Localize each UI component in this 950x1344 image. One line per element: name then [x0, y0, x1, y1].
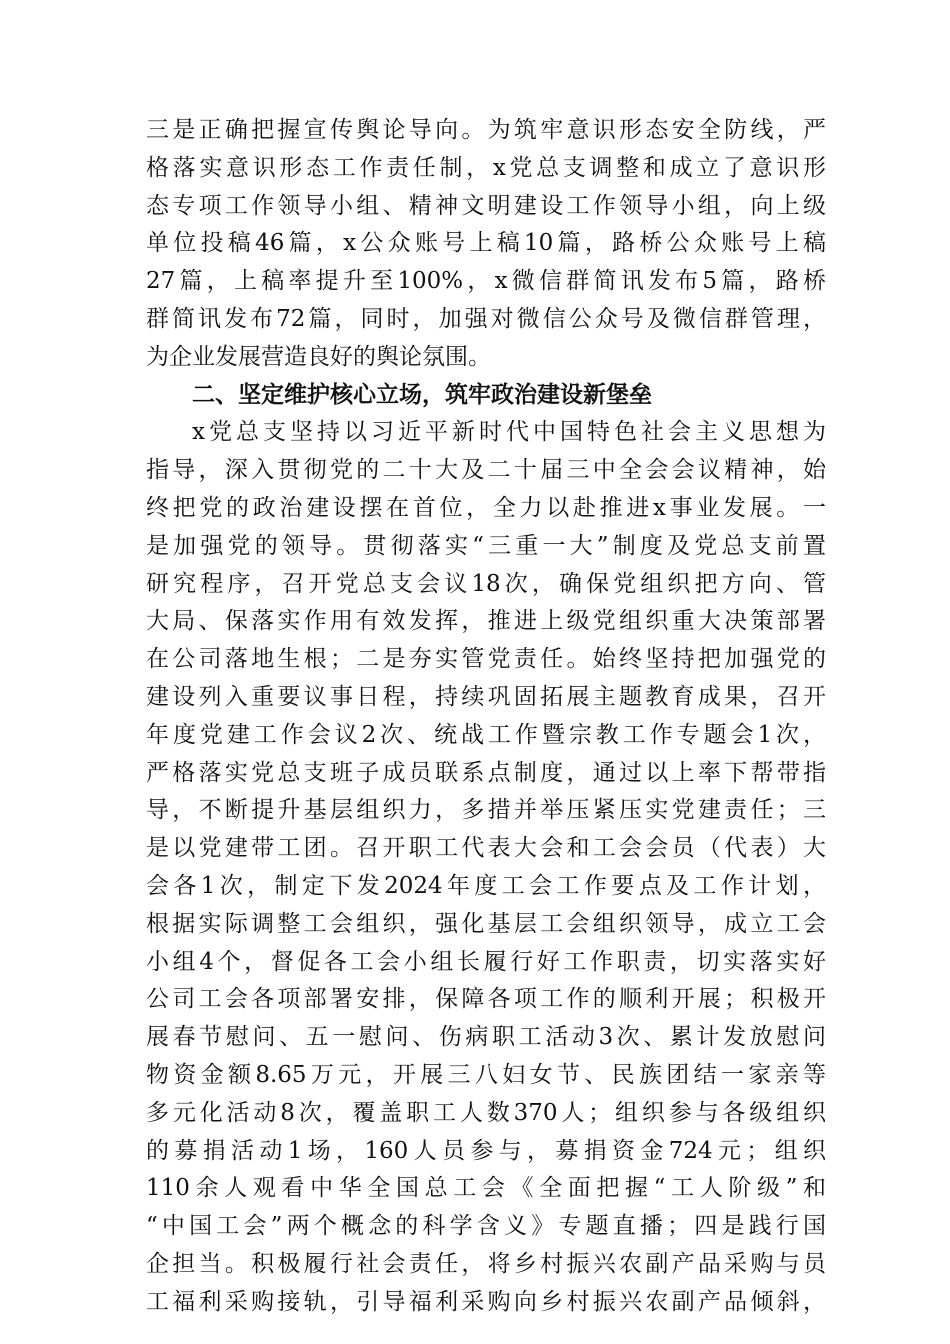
text-line: 研究程序，召开党总支会议18次，确保党组织把方向、管 — [146, 570, 826, 597]
text-line: 多元化活动8次，覆盖职工人数370人；组织参与各级组织 — [146, 1099, 826, 1126]
document-body — [146, 112, 826, 1322]
text-line: 的募捐活动1场，160人员参与，募捐资金724元；组织 — [146, 1137, 826, 1164]
text-line: 是加强党的领导。贯彻落实“三重一大”制度及党总支前置 — [146, 532, 826, 559]
text-line: 单位投稿46篇，x公众账号上稿10篇，路桥公众账号上稿 — [146, 230, 826, 257]
text-line: 在公司落地生根；二是夯实管党责任。始终坚持把加强党的 — [146, 646, 826, 673]
text-line: 小组4个，督促各工会小组长履行好工作职责，切实落实好 — [146, 948, 826, 975]
text-line: 27篇，上稿率提升至100%，x微信群简讯发布5篇，路桥 — [146, 268, 826, 295]
paragraph-first-line: x党总支坚持以习近平新时代中国特色社会主义思想为 — [192, 419, 826, 446]
text-line: 终把党的政治建设摆在首位，全力以赴推进x事业发展。一 — [146, 494, 826, 521]
text-line: 为企业发展营造良好的舆论氛围。 — [146, 343, 491, 370]
text-line: 建设列入重要议事日程，持续巩固拓展主题教育成果，召开 — [146, 683, 826, 710]
text-line: “中国工会”两个概念的科学含义》专题直播；四是践行国 — [146, 1213, 826, 1240]
text-line: 大局、保落实作用有效发挥，推进上级党组织重大决策部署 — [146, 608, 826, 635]
text-line: 会各1次，制定下发2024年度工会工作要点及工作计划， — [146, 872, 826, 899]
text-line: 公司工会各项部署安排，保障各项工作的顺利开展；积极开 — [146, 986, 826, 1013]
text-line: 企担当。积极履行社会责任，将乡村振兴农副产品采购与员 — [146, 1250, 826, 1277]
text-line: 导，不断提升基层组织力，多措并举压紧压实党建责任；三 — [146, 797, 826, 824]
text-line: 群简讯发布72篇，同时，加强对微信公众号及微信群管理， — [146, 305, 826, 332]
text-line: 严格落实党总支班子成员联系点制度，通过以上率下帮带指 — [146, 759, 826, 786]
text-line: 态专项工作领导小组、精神文明建设工作领导小组，向上级 — [146, 192, 826, 219]
text-line: 三是正确把握宣传舆论导向。为筑牢意识形态安全防线，严 — [146, 117, 826, 143]
text-line: 格落实意识形态工作责任制，x党总支调整和成立了意识形 — [146, 154, 826, 181]
text-line: 是以党建带工团。召开职工代表大会和工会会员（代表）大 — [146, 835, 826, 862]
section-heading: 二、坚定维护核心立场，筑牢政治建设新堡垒 — [192, 381, 652, 408]
text-line: 根据实际调整工会组织，强化基层工会组织领导，成立工会 — [146, 910, 826, 937]
text-line: 指导，深入贯彻党的二十大及二十届三中全会会议精神，始 — [146, 457, 826, 484]
text-line: 110余人观看中华全国总工会《全面把握“工人阶级”和 — [146, 1175, 826, 1202]
text-line: 物资金额8.65万元，开展三八妇女节、民族团结一家亲等 — [146, 1061, 826, 1088]
text-line: 工福利采购接轨，引导福利采购向乡村振兴农副产品倾斜， — [146, 1288, 826, 1315]
text-line: 年度党建工作会议2次、统战工作暨宗教工作专题会1次， — [146, 721, 826, 748]
text-line: 展春节慰问、五一慰问、伤病职工活动3次、累计发放慰问 — [146, 1024, 826, 1051]
